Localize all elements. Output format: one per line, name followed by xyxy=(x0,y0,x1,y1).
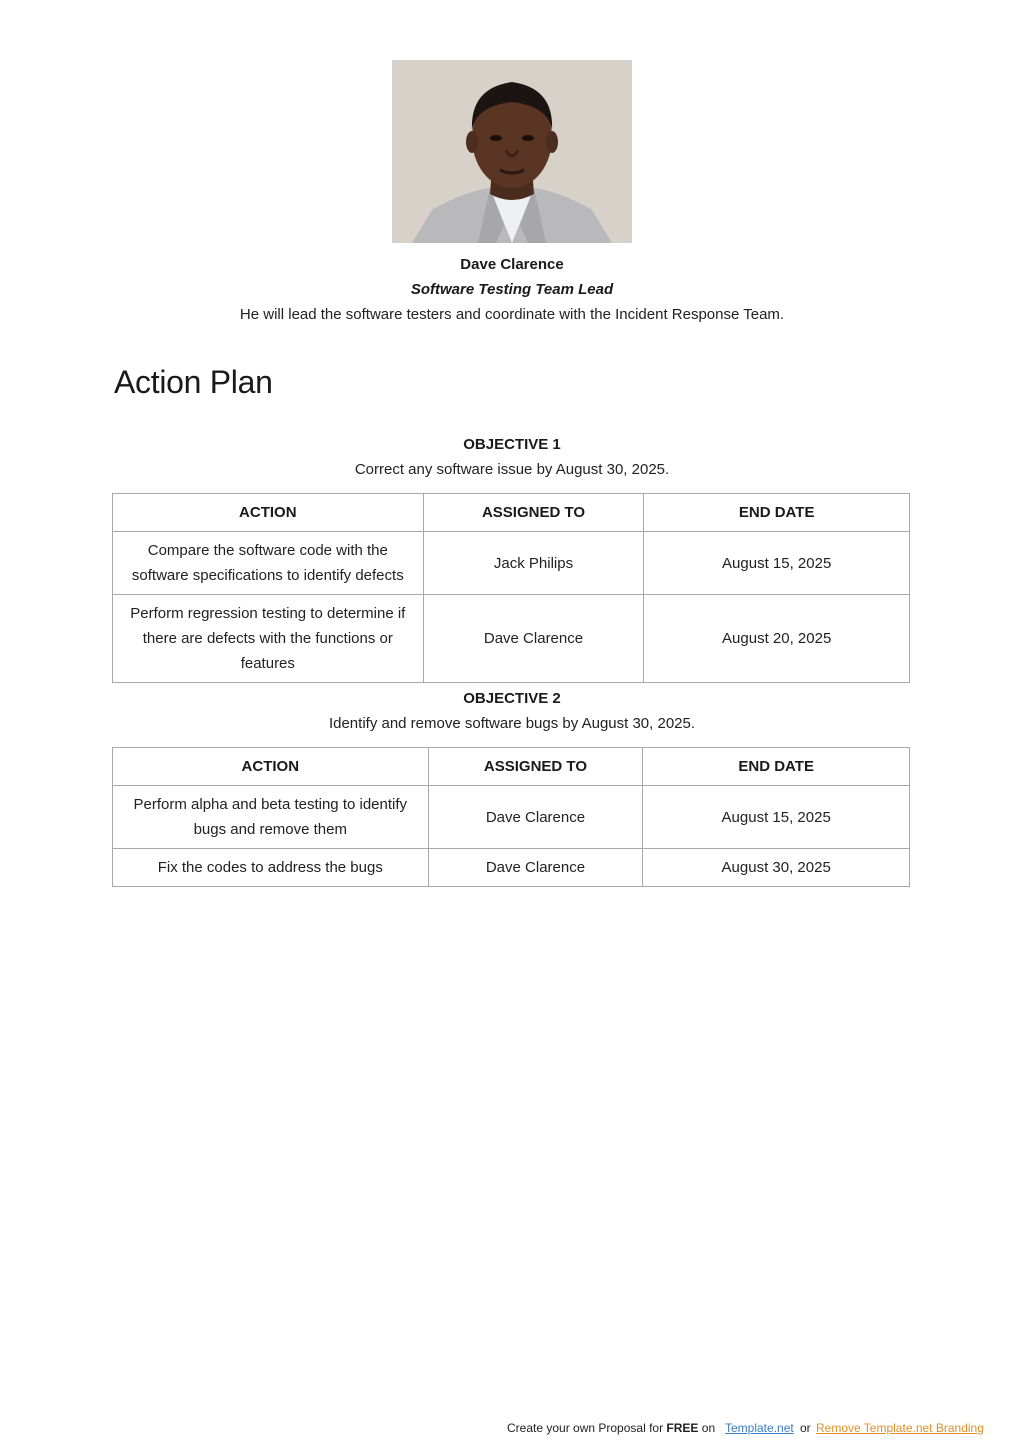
profile-description: He will lead the software testers and coordinate with the Incident Response Team. xyxy=(239,306,785,323)
section-heading: Action Plan xyxy=(114,364,273,400)
assigned-to-cell: Dave Clarence xyxy=(423,595,644,683)
assigned-to-cell: Jack Philips xyxy=(423,532,644,595)
action-table xyxy=(112,493,910,683)
objective-text: Correct any software issue by August 30, 2025. xyxy=(354,461,670,478)
table-header-row xyxy=(113,494,910,532)
column-header-action: ACTION xyxy=(113,494,424,532)
column-header-assigned-to: ASSIGNED TO xyxy=(423,494,644,532)
table-row xyxy=(113,786,910,849)
column-header-end-date: END DATE xyxy=(644,494,910,532)
objective-text: Identify and remove software bugs by August 30, 2025. xyxy=(328,715,696,732)
table-row xyxy=(113,849,910,887)
footer-or: or xyxy=(800,1421,811,1435)
table-row xyxy=(113,532,910,595)
action-cell: Compare the software code with the software specifications to identify defects xyxy=(113,532,424,595)
assigned-to-cell: Dave Clarence xyxy=(428,786,643,849)
footer-on: on xyxy=(698,1421,716,1435)
footer-free: FREE xyxy=(666,1421,699,1435)
profile-photo xyxy=(392,60,632,243)
table-header-row xyxy=(113,748,910,786)
column-header-action: ACTION xyxy=(113,748,429,786)
action-cell: Fix the codes to address the bugs xyxy=(113,849,429,887)
column-header-end-date: END DATE xyxy=(643,748,910,786)
end-date-cell: August 15, 2025 xyxy=(644,532,910,595)
template-net-link[interactable]: Template.net xyxy=(725,1421,794,1435)
objective-title: OBJECTIVE 1 xyxy=(463,436,561,453)
profile-role: Software Testing Team Lead xyxy=(410,281,614,298)
footer-prefix: Create your own Proposal for xyxy=(507,1421,667,1435)
table-row xyxy=(113,595,910,683)
remove-branding-link[interactable]: Remove Template.net Branding xyxy=(816,1421,984,1435)
profile-name: Dave Clarence xyxy=(460,256,564,273)
action-cell: Perform regression testing to determine if there are defects with the functions or features xyxy=(113,595,424,683)
end-date-cell: August 30, 2025 xyxy=(643,849,910,887)
action-cell: Perform alpha and beta testing to identify bugs and remove them xyxy=(113,786,429,849)
footer-text xyxy=(507,1418,715,1438)
action-table xyxy=(112,747,910,887)
end-date-cell: August 15, 2025 xyxy=(643,786,910,849)
assigned-to-cell: Dave Clarence xyxy=(428,849,643,887)
objective-title: OBJECTIVE 2 xyxy=(463,690,561,707)
column-header-assigned-to: ASSIGNED TO xyxy=(428,748,643,786)
person-portrait-icon xyxy=(392,60,632,243)
end-date-cell: August 20, 2025 xyxy=(644,595,910,683)
